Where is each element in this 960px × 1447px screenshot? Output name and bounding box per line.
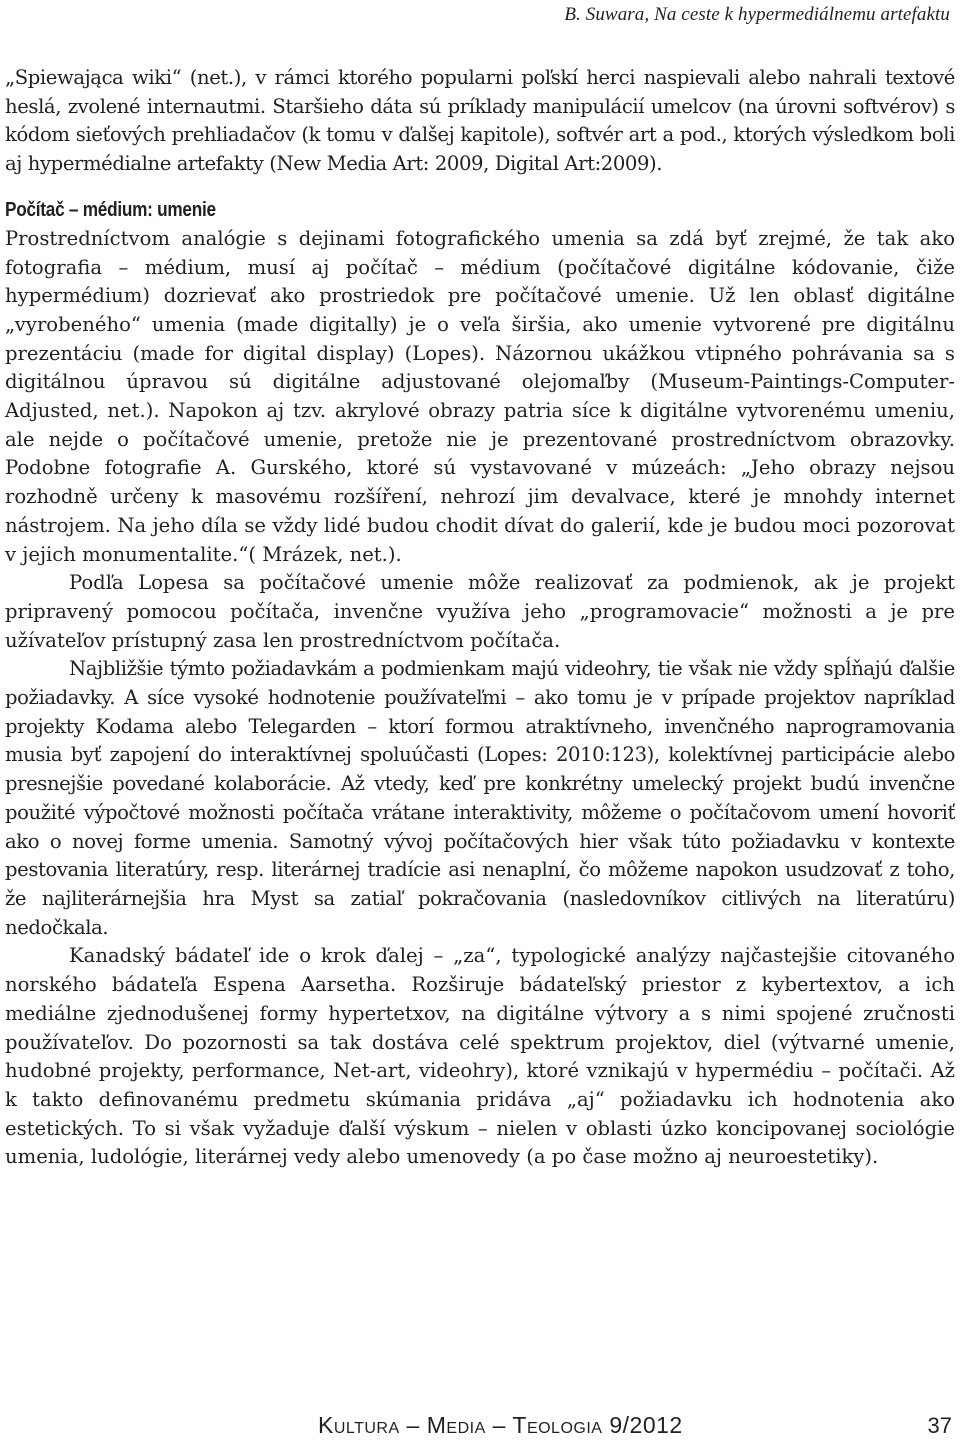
paragraph-1: „Spiewająca wiki“ (net.), v rámci ktorého popularni poľskí herci naspievali alebo nahrali textové heslá, zvolené internautmi. Staršieho dáta sú príklady manipulácií umelcov (na úrovni softvérov) s kódom sieťových prehliadačov (k tomu v ďalšej kapitole), softvér art a pod., ktorých výsledkom boli aj hypermédialne artefakty (New Media Art: 2009, Digital Art:2009). (5, 66, 955, 176)
article-body (5, 64, 955, 1172)
page-number: 37 (927, 1413, 952, 1438)
running-header: B. Suwara, Na ceste k hypermediálnemu artefaktu (564, 4, 950, 25)
paragraph-2: Prostredníctvom analógie s dejinami fotografického umenia sa zdá byť zrejmé, že tak ako fotografia – médium, musí aj počítač – médium (počítačové digitálne kódovanie, čiže hypermédium) dozrievať ako prostriedok pre počítačové umenie. Už len oblasť digitálne „vyrobeného“ umenia (made digitally) je o veľa širšia, ako umenie vytvorené pre digitálnu prezentáciu (made for digital display) (Lopes). Názornou ukážkou vtipného pohrávania sa s digitálnou úpravou sú digitálne adjustované olejomaľby (Museum-Paintings-Computer-Adjusted, net.). Napokon aj tzv. akrylové obrazy patria síce k digitálne vytvorenému umeniu, ale nejde o počítačové umenie, pretože nie je prezentované prostredníctvom obrazovky. Podobne fotografie A. Gurského, ktoré sú vystavované v múzeách: „Jeho obrazy nejsou rozhodně určeny k masovému rozšíření, nehrozí jim devalvace, které je mnohdy internet nástrojem. Na jeho díla se vždy lidé budou chodit dívat do galerií, kde je budou moci pozorovat v jejich monumentalite.“( Mrázek, net.). (5, 226, 955, 566)
journal-title: Kultura – Media – Teologia 9/2012 (318, 1412, 683, 1438)
paragraph-3: Podľa Lopesa sa počítačové umenie môže realizovať za podmienok, ak je projekt pripravený pomocou počítača, invenčne využíva jeho „programovacie“ možnosti a je pre užívateľov prístupný zasa len prostredníctvom počítača. (5, 571, 955, 652)
paragraph-5: Kanadský bádateľ ide o krok ďalej – „za“, typologické analýzy najčastejšie citovaného norského bádateľa Espena Aarsetha. Rozširuje bádateľský priestor z kybertextov, a ich mediálne zjednodušenej formy hypertetxov, na digitálne výtvory a s nimi spojené zručnosti používateľov. Do pozornosti sa tak dostáva celé spektrum projektov, diel (výtvarné umenie, hudobné projekty, performance, Net-art, videohry), ktoré vznikajú v hypermédiu – počítači. Až k takto definovanému predmetu skúmania pridáva „aj“ požiadavku ich hodnotenia ako estetických. To si však vyžaduje ďalší výskum – nielen v oblasti úzko koncipovanej sociológie umenia, ludológie, literárnej vedy alebo umenovedy (a po čase možno aj neuroestetiky). (5, 944, 955, 1169)
paragraph-4: Najbližšie týmto požiadavkám a podmienkam majú videohry, tie však nie vždy spĺňajú ďalšie požiadavky. A síce vysoké hodnotenie používateľmi – ako tomu je v prípade projektov napríklad projekty Kodama alebo Telegarden – ktorí formou atraktívneho, invenčného naprogramovania musia byť zapojení do interaktívnej spoluúčasti (Lopes: 2010:123), kolektívnej participácie alebo presnejšie povedané kolaborácie. Až vtedy, keď pre konkrétny umelecký projekt budú invenčne použité výpočtové možnosti počítača vrátane interaktivity, môžeme o počítačovom umení hovoriť ako o novej forme umenia. Samotný vývoj počítačových hier však túto požiadavku v kontexte pestovania literatúry, resp. literárnej tradície asi nenaplní, čo môžeme napokon usudzovať z toho, že najliterárnejšia hra Myst sa zatiaľ pokračovania (nasledovníkov citlivých na literatúru) nedočkala. (5, 657, 955, 939)
section-heading: Počítač – médium: umenie (5, 198, 216, 221)
page-footer (0, 1407, 960, 1443)
